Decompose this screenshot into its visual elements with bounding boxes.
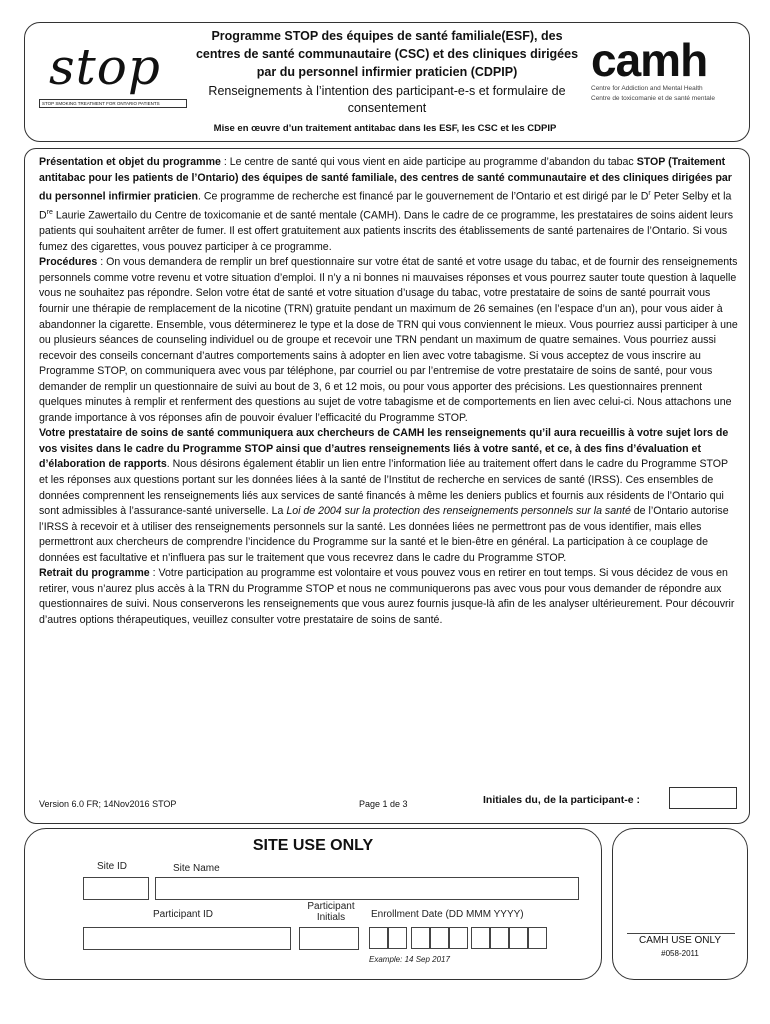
stop-logo bbox=[39, 37, 189, 109]
camh-use-title: CAMH USE ONLY bbox=[638, 935, 722, 946]
version-label: Version 6.0 FR; 14Nov2016 STOP bbox=[39, 799, 177, 809]
form-subtitle: Renseignements à l’intention des participant-e-s et formulaire de consentement bbox=[208, 84, 566, 115]
camh-logo-word: camh bbox=[591, 34, 708, 86]
site-use-title: SITE USE ONLY bbox=[252, 837, 374, 854]
page-number: Page 1 de 3 bbox=[359, 799, 408, 809]
stop-logo-tagline: STOP SMOKING TREATMENT FOR ONTARIO PATIENTS bbox=[39, 99, 187, 108]
date-month-char-3[interactable] bbox=[449, 927, 468, 949]
site-name-label: Site Name bbox=[173, 863, 220, 874]
consent-text bbox=[39, 155, 739, 628]
camh-use-signature-line bbox=[627, 933, 735, 934]
header-box bbox=[24, 22, 750, 142]
date-day-digit-2[interactable] bbox=[388, 927, 407, 949]
stop-logo-word: stop bbox=[49, 38, 161, 96]
section-data-sharing: Votre prestataire de soins de santé communiquera aux chercheurs de CAMH les renseignements qu’il aura recueillis à votre sujet lors de vos visites dans le cadre du Programme STOP ainsi que d’autres renseignements liés à votre santé, et ce, à des fins d’évaluation et d’élaboration de rapports. Nous désirons également établir un lien entre l’information liée au traitement offert dans le cadre du Programme STOP et les réponses aux questions portant sur les données liées à la santé de l’Institut de recherche en services de santé (IRSS). Ces ensembles de données comprennent les renseignements liés aux services de santé financés à même les deniers publics et fournis aux résidents de l’Ontario qui sont admissibles à l’assurance-santé universelle. La Loi de 2004 sur la protection des renseignements personnels sur la santé de l’Ontario autorise l’IRSS à recevoir et à utiliser des renseignements personnels sur la santé. Les données liées ne permettront pas de vous identifier, mais elles permettront aux chercheurs de comprendre l’incidence du Programme sur la santé et le bien-être en général. La participation à ce couplage de données est facultative et n’influera pas sur le traitement que vous recevrez dans le cadre du Programme STOP. bbox=[39, 427, 729, 564]
form-title: Programme STOP des équipes de santé familiale(ESF), des centres de santé communautaire (CSC) et des cliniques dirigées par du personnel infirmier praticien (CDPIP) bbox=[195, 29, 579, 79]
section-heading: Présentation et objet du programme bbox=[39, 156, 221, 168]
date-month-char-2[interactable] bbox=[430, 927, 449, 949]
section-presentation: Présentation et objet du programme : Le centre de santé qui vous vient en aide participe au programme d’abandon du tabac STOP (Traitement antitabac pour les patients de l’Ontario) des équipes de santé familiale, des centres de santé communautaire et des cliniques dirigées par du personnel infirmier praticien. Ce programme de recherche est financé par le gouvernement de l’Ontario et est dirigé par le $D^r$ Peter Selby et la Dre Laurie Zawertailo du Centre de toxicomanie et de santé mentale (CAMH). Dans le cadre de ce programme, les prestataires de soins aident leurs patients qui souhaitent arrêter de fumer. Il est offert gratuitement aux patients inscrits des établissements de santé partenaires de l’Ontario. Si vous fumez des cigarettes, vous pouvez participer à ce programme. bbox=[39, 156, 733, 253]
section-withdrawal: Retrait du programme : Votre participation au programme est volontaire et vous pouvez vous en retirer en tout temps. Si vous décidez de vous en retirer, vous n’aurez plus accès à la TRN du Programme STOP et nous ne communiquerons pas avec vous pour vous demander de répondre aux questionnaires de suivi. Nous conserverons les renseignements que vous aurez fournis jusque-là afin de les analyser ultérieurement. Pour découvrir d’autres options thérapeutiques, veuillez consulter votre prestataire de soins de santé. bbox=[39, 567, 735, 626]
participant-initials-label: Participant Initials bbox=[307, 901, 355, 923]
site-use-box bbox=[24, 828, 602, 980]
date-month-char-1[interactable] bbox=[411, 927, 430, 949]
camh-org-en: Centre for Addiction and Mental Health bbox=[591, 85, 703, 92]
camh-form-number: #058-2011 bbox=[661, 949, 699, 958]
participant-initials-input[interactable] bbox=[299, 927, 359, 950]
camh-use-box bbox=[612, 828, 748, 980]
date-year-digit-2[interactable] bbox=[490, 927, 509, 949]
date-example: Example: 14 Sep 2017 bbox=[369, 955, 450, 964]
consent-body bbox=[24, 148, 750, 824]
section-heading: Retrait du programme bbox=[39, 567, 150, 580]
initials-label: Initiales du, de la participant-e : bbox=[483, 794, 640, 806]
initials-input[interactable] bbox=[669, 787, 737, 809]
participant-id-input[interactable] bbox=[83, 927, 291, 950]
date-day-digit-1[interactable] bbox=[369, 927, 388, 949]
date-year-digit-1[interactable] bbox=[471, 927, 490, 949]
site-id-input[interactable] bbox=[83, 877, 149, 900]
section-heading: Procédures bbox=[39, 256, 98, 269]
participant-id-label: Participant ID bbox=[153, 909, 214, 920]
site-name-input[interactable] bbox=[155, 877, 579, 900]
date-year-digit-4[interactable] bbox=[528, 927, 547, 949]
form-note: Mise en œuvre d’un traitement antitabac dans les ESF, les CSC et les CDPIP bbox=[213, 123, 557, 134]
site-id-label: Site ID bbox=[97, 861, 128, 872]
camh-logo bbox=[591, 34, 741, 117]
enrollment-date-label: Enrollment Date (DD MMM YYYY) bbox=[371, 909, 524, 920]
section-procedures: Procédures : On vous demandera de remplir un bref questionnaire sur votre état de santé et votre usage du tabac, et de fournir des renseignements personnels comme votre revenu et votre situation d’emploi. Il n’y a ni bonnes ni mauvaises réponses et vous pourrez sauter toute question à laquelle vous ne souhaitez pas répondre. Selon votre état de santé et votre situation d’usage du tabac, votre prestataire de soins de santé pourrait vous fournir une thérapie de remplacement de la nicotine (TRN) gratuite pendant un maximum de 26 semaines (en l’espace d’un an), pour vous aider à abandonner la cigarette. Ensemble, vous déterminerez le type et la dose de TRN qui vous conviennent le mieux. Vous pourriez aussi participer à une ou plusieurs séances de counseling individuel ou de groupe et recevoir une TRN pendant un maximum de quatre semaines. Vous pourriez aussi recevoir des conseils concernant d’autres comportements sains à adopter en lien avec votre tabagisme. Si vous acceptez de vous inscrire au Programme STOP, on communiquera avec vous par téléphone, par courriel ou par l’entremise de votre prestataire de soins de santé, pour vous demander de remplir un questionnaire de suivi au bout de 3, 6 et 12 mois, ou pour vous apporter des précisions. Les questionnaires prennent quelques minutes à remplir et renferment des questions au sujet de votre tabagisme et de comportements en lien avec celui-ci. Nous attachons une grande importance à vos réponses afin de pouvoir évaluer l’efficacité du Programme STOP. bbox=[39, 256, 738, 424]
camh-org-fr: Centre de toxicomanie et de santé mentale bbox=[591, 95, 715, 102]
date-year-digit-3[interactable] bbox=[509, 927, 528, 949]
